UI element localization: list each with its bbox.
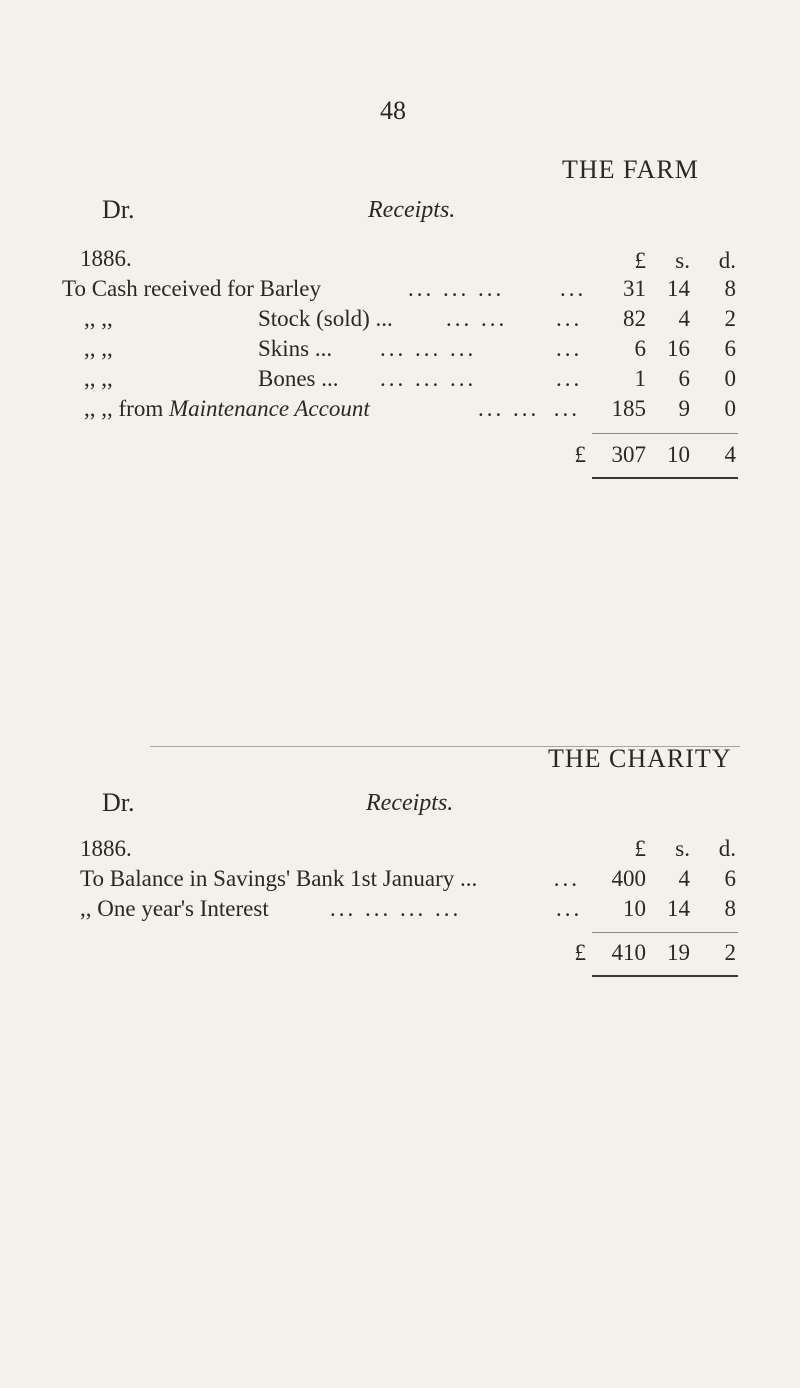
shillings-header: s.	[675, 248, 690, 273]
charity-row-description: To Balance in Savings' Bank 1st January ...	[80, 866, 478, 891]
farm-row-description: To Cash received for Barley	[62, 276, 321, 301]
charity-subtotal-rule	[592, 932, 738, 933]
farm-row-dots: ... ... ...	[380, 336, 477, 361]
total-shillings: 10	[667, 442, 690, 467]
farm-row-item: Skins ...	[258, 336, 333, 361]
farm-row-item: Stock (sold) ...	[258, 306, 393, 331]
total-pounds: 410	[611, 940, 646, 965]
shillings-value: 9	[678, 396, 690, 421]
pounds-header: £	[634, 248, 646, 273]
pence-header: d.	[718, 836, 736, 861]
charity-heading: THE CHARITY	[548, 744, 732, 773]
charity-total-rule	[592, 975, 738, 977]
farm-row-description: ,, ,,	[84, 366, 113, 391]
shillings-value: 14	[667, 896, 690, 921]
shillings-header: s.	[675, 836, 690, 861]
shillings-value: 6	[678, 366, 690, 391]
charity-row-dots: ... ... ... ...	[330, 896, 462, 921]
total-currency: £	[574, 940, 586, 965]
total-shillings: 19	[667, 940, 690, 965]
total-pence: 4	[724, 442, 736, 467]
pence-value: 8	[724, 896, 736, 921]
charity-year: 1886.	[80, 836, 132, 861]
farm-row-description: ,, ,,	[84, 336, 113, 361]
farm-subtotal-rule	[592, 433, 738, 434]
pounds-value: 400	[611, 866, 646, 891]
shillings-value: 4	[678, 866, 690, 891]
pence-header: d.	[718, 248, 736, 273]
farm-row-description: ,, ,, from Maintenance Account	[84, 396, 370, 421]
pence-value: 8	[724, 276, 736, 301]
farm-row-dots: ... ...	[446, 306, 508, 331]
charity-row-description: ,, One year's Interest	[80, 896, 269, 921]
farm-heading: THE FARM	[562, 155, 699, 184]
farm-row-dots: ... ... ...	[408, 276, 505, 301]
farm-row-dots: ... ... ...	[380, 366, 477, 391]
farm-year: 1886.	[80, 246, 132, 271]
pence-value: 0	[724, 366, 736, 391]
shillings-value: 16	[667, 336, 690, 361]
total-currency: £	[574, 442, 586, 467]
pence-value: 6	[724, 336, 736, 361]
pounds-value: 1	[634, 366, 646, 391]
pounds-value: 31	[623, 276, 646, 301]
charity-row-dots: ...	[553, 866, 580, 891]
pounds-value: 6	[634, 336, 646, 361]
farm-dr-label: Dr.	[102, 195, 135, 224]
total-pence: 2	[724, 940, 736, 965]
shillings-value: 14	[667, 276, 690, 301]
pence-value: 6	[724, 866, 736, 891]
pounds-value: 185	[611, 396, 646, 421]
page-number: 48	[380, 96, 406, 125]
pounds-header: £	[634, 836, 646, 861]
pounds-value: 82	[623, 306, 646, 331]
farm-receipts-label: Receipts.	[368, 197, 456, 223]
pounds-value: 10	[623, 896, 646, 921]
total-pounds: 307	[611, 442, 646, 467]
farm-total-rule	[592, 477, 738, 479]
charity-dr-label: Dr.	[102, 788, 135, 817]
pence-value: 0	[724, 396, 736, 421]
pence-value: 2	[724, 306, 736, 331]
charity-receipts-label: Receipts.	[366, 790, 454, 816]
shillings-value: 4	[678, 306, 690, 331]
farm-row-item: Bones ...	[258, 366, 339, 391]
farm-row-dots: ... ...	[478, 396, 540, 421]
farm-row-description: ,, ,,	[84, 306, 113, 331]
